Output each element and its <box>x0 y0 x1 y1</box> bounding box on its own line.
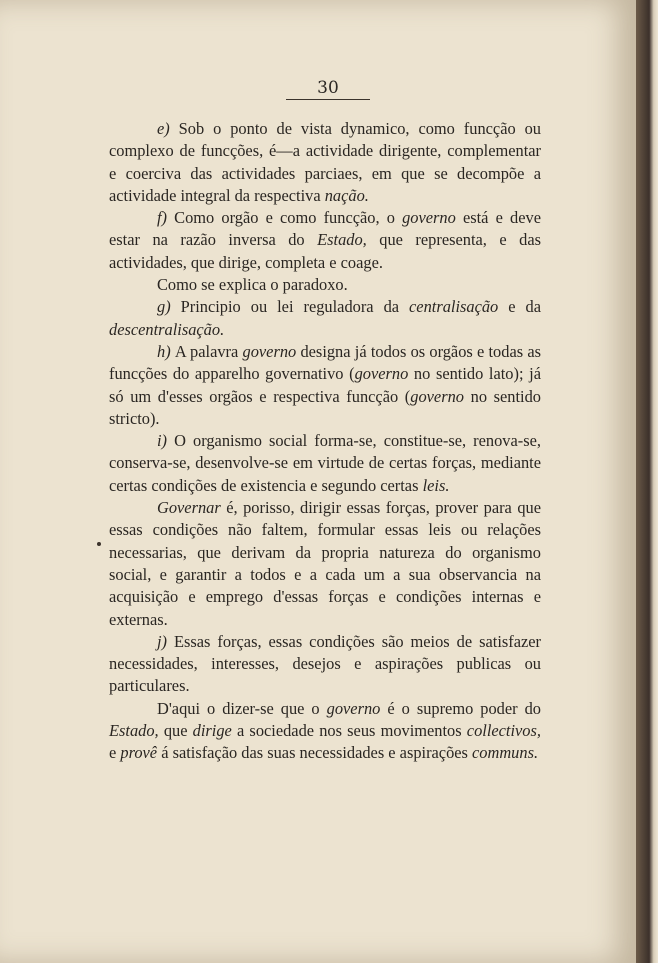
italic-text: j) <box>157 631 174 651</box>
header-rule <box>286 99 370 100</box>
italic-text: f) <box>157 208 175 228</box>
italic-text: i) <box>157 431 175 451</box>
page-number: 30 <box>317 78 339 98</box>
text-run: no sentido stricto). <box>109 386 541 428</box>
paragraph <box>109 118 541 207</box>
italic-text: descentralisação. <box>109 319 225 339</box>
text-run: Principio ou lei reguladora da <box>180 297 410 317</box>
paragraph <box>109 430 541 497</box>
text-run: Como orgão e como funcção, o <box>174 208 403 228</box>
text-run: e da <box>498 297 541 317</box>
text-run: que <box>158 721 193 741</box>
text-run: Essas forças, essas condições são meios de satisfazer necessidades, interesses, desejos e aspirações publicas ou particulares. <box>109 631 541 696</box>
italic-text: governo <box>402 208 456 228</box>
paragraph <box>109 207 541 274</box>
text-run: a sociedade nos seus movimentos <box>231 721 467 741</box>
italic-text: provê <box>120 743 158 763</box>
body-text <box>109 118 541 765</box>
text-run: designa já todos os orgãos e todas as funcções do apparelho governativo ( <box>109 341 541 384</box>
paragraph <box>109 341 541 430</box>
text-run: D'aqui o dizer-se que o <box>157 698 327 718</box>
italic-text: Estado, <box>109 721 159 741</box>
italic-text: governo <box>410 386 464 406</box>
italic-text: governo <box>354 364 409 384</box>
text-run: no sentido lato); já só um d'esses orgãos e respectiva funcção ( <box>109 364 541 406</box>
italic-text: h) <box>157 341 175 361</box>
ink-spot <box>97 542 101 546</box>
italic-text: communs. <box>472 743 539 763</box>
italic-text: governo <box>242 341 297 361</box>
text-run: Sob o ponto de vista dynamico, como funcção ou complexo de funcções, é—a actividade dirigente, complementar e coerciva das actividades parciaes, em que se decompõe a actividade integral da respectiva <box>109 119 541 205</box>
text-run: e <box>109 743 121 763</box>
italic-text: e) <box>157 119 179 138</box>
text-run: A palavra <box>174 341 243 361</box>
book-gutter <box>636 0 658 963</box>
text-run: á satisfação das suas necessidades e aspirações <box>157 743 473 763</box>
paragraph <box>109 296 541 341</box>
text-run: está e deve estar na razão inversa do <box>109 208 541 250</box>
text-run: é o supremo poder do <box>380 698 541 718</box>
text-run: é, porisso, dirigir essas forças, prover para que essas condições não faltem, formular essas leis ou relações necessarias, que derivam da propria natureza do organismo social, e garantir a todos e a cada um a sua observancia na acquisição e emprego d'essas forças e condições internas e externas. <box>109 498 541 629</box>
text-run: Como se explica o paradoxo. <box>157 275 348 295</box>
italic-text: g) <box>157 297 181 317</box>
text-run: O organismo social forma-se, constitue-se, renova-se, conserva-se, desenvolve-se em virtude de certas forças, mediante certas condições de existencia e segundo certas <box>109 431 541 495</box>
italic-text: nação. <box>324 185 369 205</box>
italic-text: centralisação <box>409 297 499 317</box>
paragraph <box>109 631 541 698</box>
italic-text: leis. <box>422 475 450 495</box>
italic-text: Governar <box>157 498 221 518</box>
italic-text: collectivos, <box>466 721 541 741</box>
paragraph <box>109 698 541 765</box>
paragraph <box>109 274 541 296</box>
italic-text: dirige <box>192 721 232 741</box>
paragraph <box>109 497 541 631</box>
italic-text: governo <box>326 698 381 718</box>
text-run: que representa, e das actividades, que dirige, completa e coage. <box>109 230 541 272</box>
italic-text: Estado, <box>317 230 367 250</box>
